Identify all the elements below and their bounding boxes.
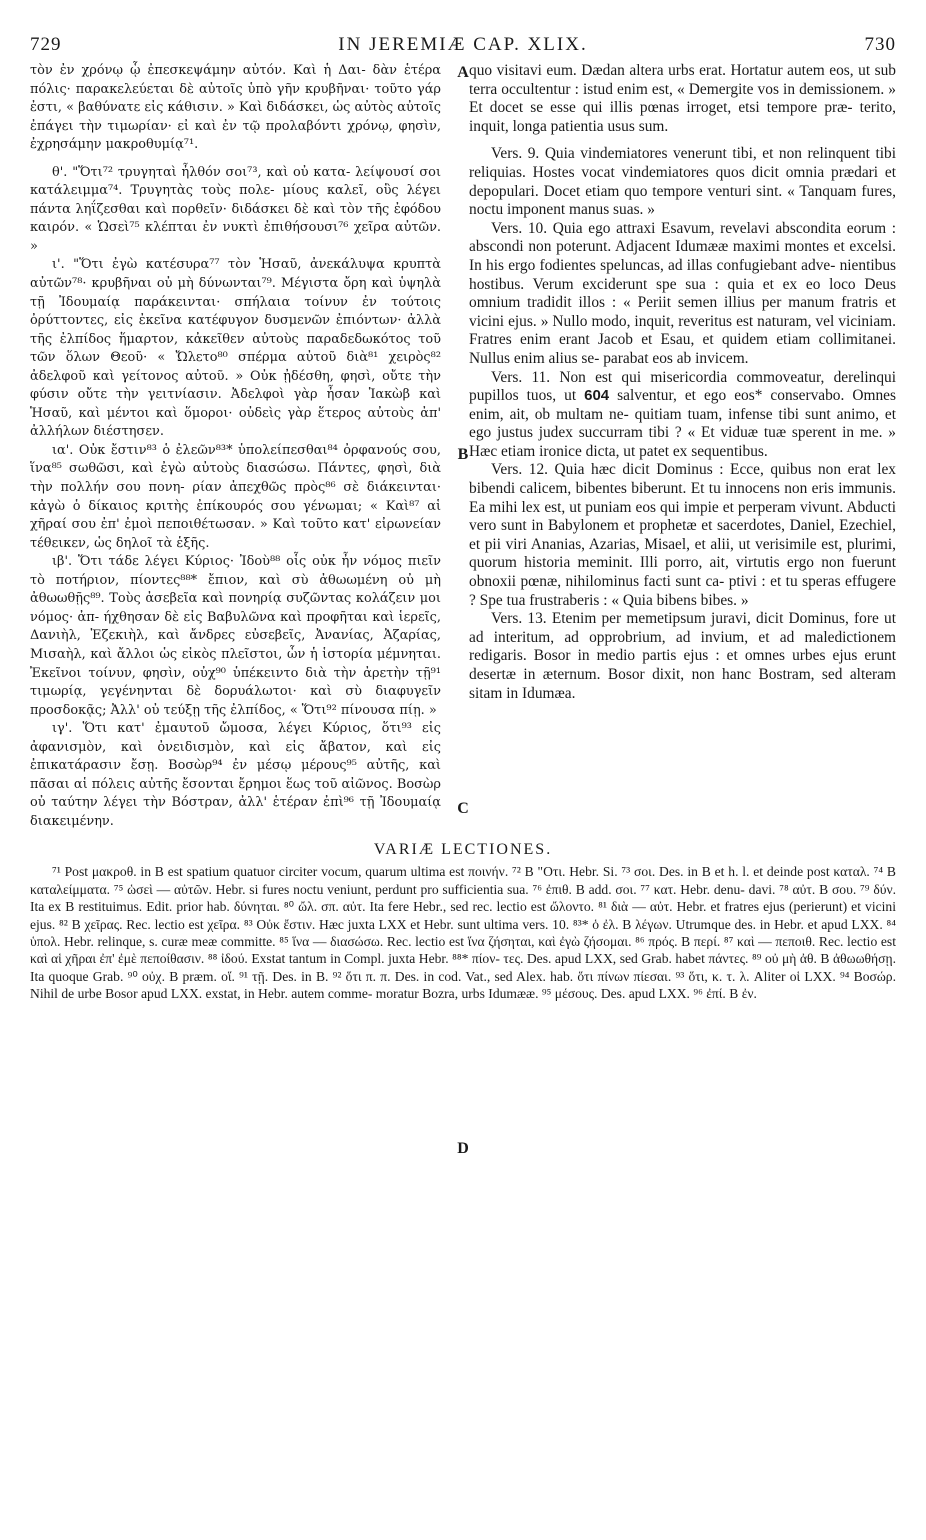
greek-paragraph: ιβ'. Ὅτι τάδε λέγει Κύριος· Ἰδοὺ⁸⁸ οἷς οὐκ ἦν νόμος πιεῖν τὸ ποτήριον, πίοντες⁸⁸* ἔπιον, καὶ σὺ ἀθωωμένη οὐ μὴ ἀθωωθῇς⁸⁹. Τοὺς ἀσεβεῖα καὶ πονηρίᾳ συζῶντας κολάζειν μοι νόμος· ἀπ- ήχθησαν δὲ εἰς Βαβυλῶνα καὶ προφῆται καὶ ἱερεῖς, Δανιὴλ, Ἐζεκιὴλ, καὶ ἄνδρες εὐσεβεῖς, Ἀνανίας, Ἀζαρίας, Μισαὴλ, καὶ ἄλλοι ὡς εἰκὸς πλεῖστοι, ὧν ἡ ἱστορία μέμνηται. Ἐκεῖνοι τοίνυν, φησὶν, οὐχ⁹⁰ ὑπέκειντο διὰ τὴν ἀρετὴν τῇ⁹¹ τιμωρίᾳ, γεγένηνται δὲ δορυάλωτοι· καὶ σὺ διαφυγεῖν προσδοκᾷς; Ἀλλ' οὐ τεύξῃ τῆς ἐλπίδος, « Ὅτι⁹² πίνουσα πίῃ. » [30, 554, 441, 718]
greek-paragraph: ια'. Οὐκ ἔστιν⁸³ ὁ ἐλεῶν⁸³* ὑπολείπεσθαι⁸⁴ ὀρφανούς σου, ἵνα⁸⁵ σωθῶσι, καὶ ἐγὼ αὐτοὺς διασώσω. Πάντες, φησὶ, διὰ τὴν πολλήν σου πονη- ρίαν ἀπεχθῶς πρὸς⁸⁶ σὲ διάκεινται· κἀγὼ ὁ δίκαιος κριτὴς ἐπίκουρός σου γένωμαι; « Καὶ⁸⁷ αἱ χῆραί σου ἐπ' ἐμοὶ πεποιθέτωσαν. » Καὶ τοῦτο κατ' εἰρωνείαν τέθεικεν, ὡς δηλοῖ τὰ ἑξῆς. [30, 442, 441, 551]
greek-column [30, 62, 455, 831]
latin-text: Vers. 11. Non est qui misericordia commoveatur, derelinqui pupillos tuos, ut [469, 368, 896, 405]
latin-paragraph: Vers. 10. Quia ego attraxi Esavum, revelavi abscondita eorum : abscondi non poterunt. Adjacent Idumææ maximi montes et excelsi. In his ergo fodientes speluncas, ad illas confugiebant adve- nientibus hostibus. Verum exciderunt spe sua : quia et ex eo loco Deus omnium tradidit illos : « Periit semen illius per manum fratris et vicini ejus. » Nullo modo, inquit, reveritus est naturam, vel viciniam. Fratres enim erant Jacob et Esau, et quidem etiam collimitanei. Nullus enim alius se- parabat eos ab invicem. [469, 219, 896, 367]
greek-paragraph: τὸν ἐν χρόνῳ ᾧ ἐπεσκεψάμην αὐτόν. Καὶ ἡ Δαι- δὰν ἑτέρα πόλις· παρακελεύεται δὲ αὐτοῖς ὑπὸ γῆν κρυβῆναι· τοῦτο γάρ ἐστι, « βαθύνατε εἰς κάθισιν. » Καὶ διδάσκει, ὡς αὐτὸς αὐτοῖς ἐπάγει τὴν τιμωρίαν· εἰ καὶ ἐν τῷ προλαβόντι χρόνῳ, φησὶν, ἐχρησάμην μακροθυμίᾳ⁷¹. [30, 63, 441, 153]
margin-letter-a: A [457, 64, 469, 81]
variae-lectiones-title: VARIÆ LECTIONES. [373, 841, 553, 859]
latin-paragraph: Vers. 13. Etenim per memetipsum juravi, dicit Dominus, fore ut ad interitum, ad opprobrium, ad invium, et ad maledictionem redigaris. Bosor in medio partis ejus : et omnes urbes ejus erunt desertæ in æternum. Bosor dixit, non hanc Bostram, sed alteram sitam in Idumæa. [469, 610, 896, 702]
running-header [30, 34, 896, 60]
greek-paragraph: θ'. "Ὅτι⁷² τρυγηταὶ ἦλθόν σοι⁷³, καὶ οὐ κατα- λείψουσί σοι κατάλειμμα⁷⁴. Τρυγητὰς τοὺς πολε- μίους καλεῖ, οὓς λέγει πάντα ληΐζεσθαι καὶ πορθεῖν· διδάσκει δὲ καὶ τὸν τῆς ἐφόδου καιρόν. « Ὡσεὶ⁷⁵ κλέπται ἐν νυκτὶ ἐπιθήσουσι⁷⁶ χεῖρα αὐτῶν. » [30, 164, 441, 254]
latin-text: salventur, et ego eos* conservabo. Omnes enim, ait, ob multam ne- quitiam tuam, infense tibi sunt animo, et ego justus judex succurram tibi ? « Et viduæ tuæ sperent in me. » Hæc etiam ironice dicta, ut patet ex sequentibus. [469, 387, 896, 460]
greek-paragraph: ι'. "Ὅτι ἐγὼ κατέσυρα⁷⁷ τὸν Ἡσαῦ, ἀνεκάλυψα κρυπτὰ αὐτῶν⁷⁸· κρυβῆναι οὐ μὴ δύνωνται⁷⁹. Μέγιστα ὄρη καὶ ὑψηλὰ τῇ Ἰδουμαίᾳ παράκεινται· σπήλαια τοίνυν ἐν τούτοις ὀρύττοντες, εἰς ἐκεῖνα κατέφυγον δυσμενῶν ἐπιόντων· ἀλλὰ τῆς ἐλπίδος ἥμαρτον, κἀκεῖθεν αὐτοὺς παραδεδωκότος τοῦ τῶν ὅλων Θεοῦ· « Ὤλετο⁸⁰ σπέρμα αὐτοῦ διὰ⁸¹ χειρὸς⁸² ἀδελφοῦ καὶ γείτονος αὐτοῦ. » Οὐκ ᾐδέσθη, φησὶ, οὔτε τὴν φύσιν οὔτε τὴν γειτνίασιν. Ἀδελφοὶ γὰρ ἦσαν Ἰακὼβ καὶ Ἡσαῦ, καὶ μέντοι καὶ ὅμοροι· οὐδεὶς γὰρ ἕτερος αὐτοὺς ἀπ' ἀλλήλων διέστησεν. [30, 257, 441, 440]
latin-paragraph-vers-11 [469, 369, 896, 462]
latin-paragraph: quo visitavi eum. Dædan altera urbs erat. Hortatur autem eos, ut sub terra occultentur : istud enim est, « Demergite vos in demissionem. » Et docet se esse qui illis pœnas irroget, etsi tempore præ- terito, inquit, longa patientia usus sum. [469, 62, 896, 135]
book-page [30, 34, 896, 1157]
latin-paragraph: Vers. 12. Quia hæc dicit Dominus : Ecce, quibus non erat lex bibendi calicem, bibentes biberunt. Et tu innocens non eris immunis. Ea mihi lex est, ut puniam eos qui impie et perperam vivunt. Abducti vero sunt in Babylonem et prophetæ et sacerdotes, Daniel, Ezechiel, et pii viri Ananias, Azarias, Misael, et alii, ut verisimile est, plurimi, quorum historia meminit. Illi porro, ait, virtutis ergo non fuerunt obnoxii pœnæ, nihilominus facti sunt ca- ptivi : et tu speras effugere ? Spe tua frustraberis : « Quia bibens bibes. » [469, 461, 896, 609]
running-title: IN JEREMIÆ CAP. XLIX. [338, 34, 588, 55]
variae-lectiones-notes: ⁷¹ Post μακροθ. in B est spatium quatuor circiter vocum, quarum ultima est ποινήν. ⁷² B "Οτι. Hebr. Si. ⁷³ σοι. Des. in B et h. l. et deinde post καταλ. ⁷⁴ B καταλείμματα. ⁷⁵ ὡσεὶ — αὐτῶν. Hebr. si fures noctu veniunt, perdunt pro sufficientia sua. ⁷⁶ ἐπιθ. B add. σοι. ⁷⁷ κατ. Hebr. denu- davi. ⁷⁸ αὐτ. B σου. ⁷⁹ δύν. Ita ex B restituimus. Edit. prior hab. δύνηται. ⁸⁰ ὤλ. σπ. αὐτ. Ita fere Hebr., sed rec. lectio est ὤλοντο. ⁸¹ διὰ — αὐτ. Hebr. et fratres ejus (perierunt) et vicini ejus. ⁸² B χεῖρας. Rec. lectio est χεῖρα. ⁸³ Οὐκ ἔστιν. Hæc juxta LXX et Hebr. sunt ultima vers. 10. ⁸³* ὁ ἐλ. B λέγων. Utrumque des. in Hebr. et apud LXX. ⁸⁴ ὑπολ. Hebr. relinque, s. curæ meæ committe. ⁸⁵ ἵνα — διασώσω. Rec. lectio est ἵνα ζήσηται, καὶ ἐγὼ ζήσομαι. ⁸⁶ πρός. B περί. ⁸⁷ καὶ — πεποιθ. Rec. lectio est καὶ αἱ χῆραι ἐπ' ἐμὲ πεποίθασιν. ⁸⁸ ἰδού. Exstat tantum in Compl. juxta Hebr. ⁸⁸* πίον- τες. Des. apud LXX, sed Grab. habet πάντες. ⁸⁹ οὐ μὴ ἀθ. B ἀθωωθήσῃ. Ita quoque Grab. ⁹⁰ οὐχ. B præm. οἵ. ⁹¹ τῇ. Des. in B. ⁹² ὅτι π. π. Des. in cod. Vat., sed Alex. hab. ὅτι πίνων πίεσαι. ⁹³ ὅτι, κ. τ. λ. Aliter oἱ LXX. ⁹⁴ Βοσώρ. Nihil de urbe Bosor apud LXX. exstat, in Hebr. autem comme- moratur Bozra, urbs Idumææ. ⁹⁵ μέσους. Des. apud LXX. ⁹⁶ ἐπί. B ἐν. [30, 864, 896, 1002]
column-break-number: 604 [584, 387, 610, 405]
margin-letter-b: B [457, 446, 469, 463]
margin-letter-d: D [457, 1140, 469, 1157]
margin-letter-c: C [457, 800, 469, 817]
left-page-number: 729 [30, 34, 62, 55]
right-page-number: 730 [864, 34, 896, 55]
greek-paragraph: ιγ'. Ὅτι κατ' ἐμαυτοῦ ὤμοσα, λέγει Κύριος, ὅτι⁹³ εἰς ἀφανισμὸν, καὶ ὀνειδισμὸν, καὶ εἰς ἄβατον, καὶ εἰς ἐπικατάρασιν ἔσῃ. Βοσὼρ⁹⁴ ἐν μέσῳ μέρους⁹⁵ αὐτῆς, καὶ πᾶσαι αἱ πόλεις αὐτῆς ἔσονται ἔρημοι ἕως τοῦ αἰῶνος. Βοσὼρ οὐ ταύτην λέγει τὴν Βόστραν, ἀλλ' ἑτέραν ἐπὶ⁹⁶ τῇ Ἰδουμαίᾳ διακειμένην. [30, 721, 441, 829]
latin-paragraph: Vers. 9. Quia vindemiatores venerunt tibi, et non relinquent tibi reliquias. Hostes vocat vindemiatores quos dicit omnia prædari et depopulari. Docet etiam quo tempore venturi sint. « Tanquam fures, noctu imponent manus suas. » [469, 145, 896, 219]
latin-column [469, 62, 896, 831]
